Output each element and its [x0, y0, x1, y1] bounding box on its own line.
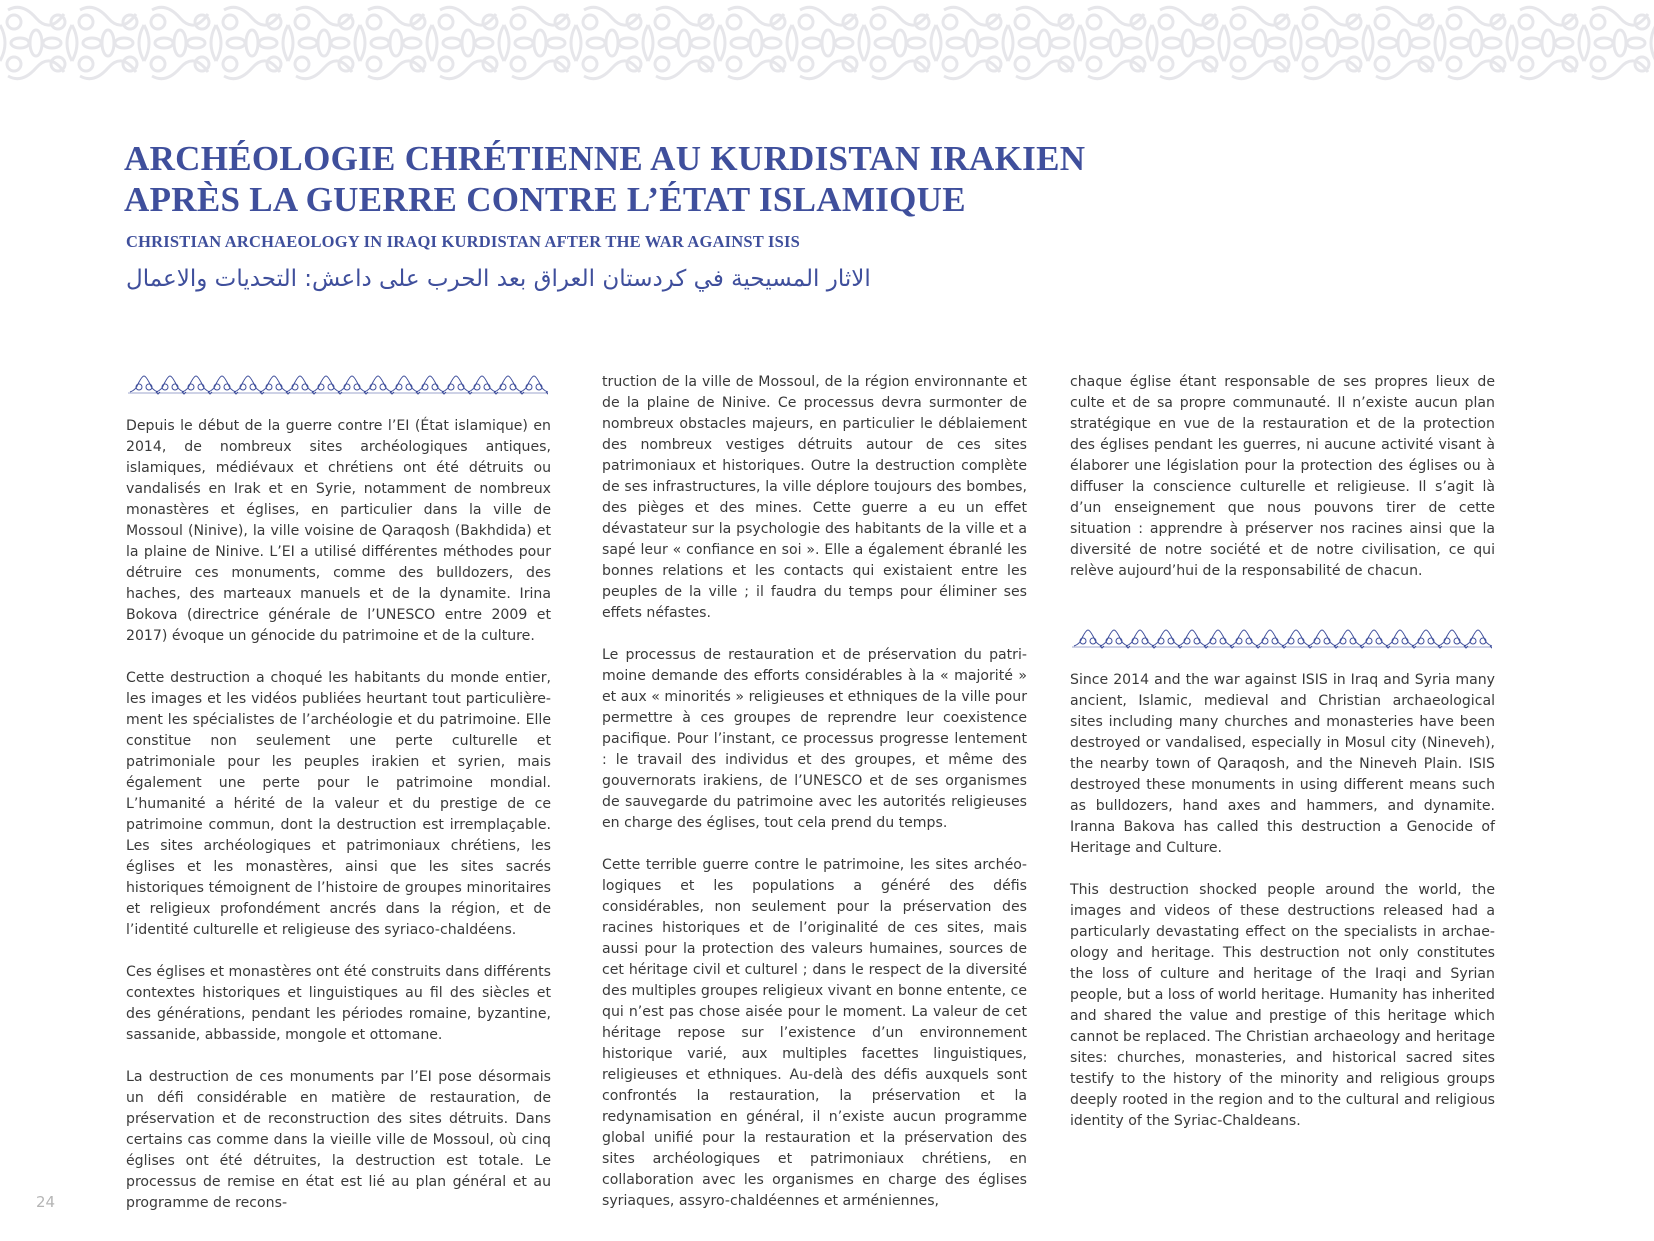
paragraph: Cette destruction a choqué les habitants du monde entier, les images et les vidéos publiées heurtant tout particulièrement les spécialistes de l’archéologie et du patrimoine. Elle constitue non seulement une perte culturelle et patrimoniale pour les peuples irakien et syrien, mais également une perte pour le patrimoine mondial. L’humanité a hérité de la valeur et du prestige de ce patrimoine commun, dont la destruction est irremplaçable. Les sites archéologiques et patrimoniaux chrétiens, les églises et les monastères, ainsi que les sites sacrés historiques témoignent de l’histoire de groupes minoritaires et religieux profondément ancrés dans la région, et de l’identité culturelle et religieuse des syriaco-chaldéens. — [126, 670, 551, 938]
paragraph-english: Since 2014 and the war against ISIS in Iraq and Syria many ancient, Islamic, medieval and Christian archaeological sites including many churches and monasteries have been destroyed or vandalised, especially in Mosul city (Nineveh), the nearby town of Qaraqosh, and the Nineveh Plain. ISIS destroyed these monuments in using different means such as bulldozers, hand axes and hammers, and dynamite. Iranna Bakova has called this destruction a Genocide of Heritage and Culture. — [1070, 672, 1495, 856]
paragraph: truction de la ville de Mossoul, de la région environnante et de la plaine de Ninive. Ce processus devra surmonter de nombreux obstacles majeurs, en particulier le déblaiement des nombreux vestiges détruits autour de ces sites patrimoniaux et historiques. Outre la destruction complète de ses infrastructures, la ville déplore toujours des bombes, des pièges et des mines. Cette guerre a eu un effet dévastateur sur la psychologie des habitants de la ville et a sapé leur « confiance en soi ». Elle a également ébranlé les bonnes relations et les contacts qui existaient entre les peuples de la ville ; il faudra du temps pour éliminer ses effets néfastes. — [602, 374, 1027, 621]
title-french-line-1: ARCHÉOLOGIE CHRÉTIENNE AU KURDISTAN IRAKIEN — [124, 139, 1086, 178]
title-french — [124, 138, 1324, 220]
column-3 — [1070, 372, 1495, 1153]
title-french-line-2: APRÈS LA GUERRE CONTRE L’ÉTAT ISLAMIQUE — [124, 180, 966, 219]
decorative-pattern-band — [0, 0, 1654, 86]
paragraph: chaque église étant responsable de ses propres lieux de culte et de sa propre communauté. Il n’existe aucun plan stratégique en vue de la restauration et de la protection des églises pendant les guerres, ni aucune activité visant à élaborer une législation pour la protection des églises ou à diffuser la conscience culturelle et religieuse. Il s’agit là d’un enseignement que nous pouvons tirer de cette situation : apprendre à préserver nos racines ainsi que la diversité de notre société et de notre civilisation, ce qui relève aujourd’hui de la responsabilité de chacun. — [1070, 374, 1495, 579]
ornament-divider-icon — [1072, 628, 1492, 650]
column-2 — [602, 372, 1027, 1233]
ornament-divider-icon — [128, 374, 548, 396]
paragraph: Depuis le début de la guerre contre l’EI (État islamique) en 2014, de nombreux sites archéologiques antiques, islamiques, médiévaux et chrétiens ont été détruits ou vandalisés en Irak et en Syrie, notamment de nombreux monastères et églises, en particulier dans la ville de Mossoul (Ninive), la ville voisine de Qaraqosh (Bakhdida) et la plaine de Ninive. L’EI a utilisé différentes méthodes pour détruire ces monuments, comme des bulldozers, des haches, des marteaux manuels et de la dynamite. Irina Bokova (directrice générale de l’UNESCO entre 2009 et 2017) évoque un génocide du patrimoine et de la culture. — [126, 418, 551, 644]
paragraph: Ces églises et monastères ont été construits dans différents contextes historiques et linguistiques au fil des siècles et des générations, pendant les périodes romaine, byzantine, sassanide, abbasside, mongole et ottomane. — [126, 964, 551, 1043]
paragraph: La destruction de ces monuments par l’EI pose désormais un défi considérable en matière de restauration, de préservation et de reconstruction des sites détruits. Dans certains cas comme dans la vieille ville de Mossoul, où cinq églises ont été détruites, la destruction est totale. Le processus de remise en état est lié au plan général et au programme de recons- — [126, 1069, 551, 1211]
title-english: CHRISTIAN ARCHAEOLOGY IN IRAQI KURDISTAN AFTER THE WAR AGAINST ISIS — [126, 232, 801, 251]
paragraph: Cette terrible guerre contre le patrimoine, les sites archéologiques et les populations a généré des défis considérables, non seulement pour la préservation des racines historiques et de l’originalité de ces sites, mais aussi pour la protection des valeurs humaines, sources de cet héritage civil et culturel ; dans le respect de la diversité des multiples groupes religieux vivant en bonne entente, ce qui n’est pas chose aisée pour le moment. La valeur de cet héritage repose sur l’existence d’un environnement historique varié, aux multiples facettes linguistiques, religieuses et ethniques. Au-delà des défis auxquels sont confrontés la restauration, la préservation et la redynamisation en général, il n’existe aucun programme global unifié pour la restauration et la préservation des sites archéologiques et patrimoniaux chrétiens, en collaboration avec les organismes en charge des églises syriaques, assyro-chaldéennes et arméniennes, — [602, 857, 1027, 1209]
title-block — [124, 138, 1324, 292]
page-number: 24 — [36, 1193, 56, 1211]
paragraph: Le processus de restauration et de préservation du patrimoine demande des efforts considérables à la « majorité » et aux « minorités » religieuses et ethniques de la ville pour permettre à ces groupes de reprendre leur coexistence pacifique. Pour l’instant, ce processus progresse lentement : le travail des individus et des groupes, et même des gouvernorats irakiens, de l’UNESCO et de ses organismes de sauvegarde du patrimoine avec les autorités religieuses en charge des églises, tout cela prend du temps. — [602, 647, 1027, 831]
title-arabic: الاثار المسيحية في كردستان العراق بعد الحرب على داعش: التحديات والاعمال — [126, 266, 871, 292]
column-1 — [126, 372, 551, 1235]
paragraph-english: This destruction shocked people around the world, the images and videos of these destructions released had a particularly devastating effect on the specialists in archaeology and heritage. This destruction not only constitutes the loss of culture and heritage of the Iraqi and Syrian people, but a loss of world heritage. Humanity has inherited and shared the value and prestige of this heritage which cannot be replaced. The Christian archaeology and heritage sites: churches, monasteries, and historical sacred sites testify to the history of the minority and religious groups deeply rooted in the region and to the cultural and religious identity of the Syriac-Chaldeans. — [1070, 882, 1495, 1129]
